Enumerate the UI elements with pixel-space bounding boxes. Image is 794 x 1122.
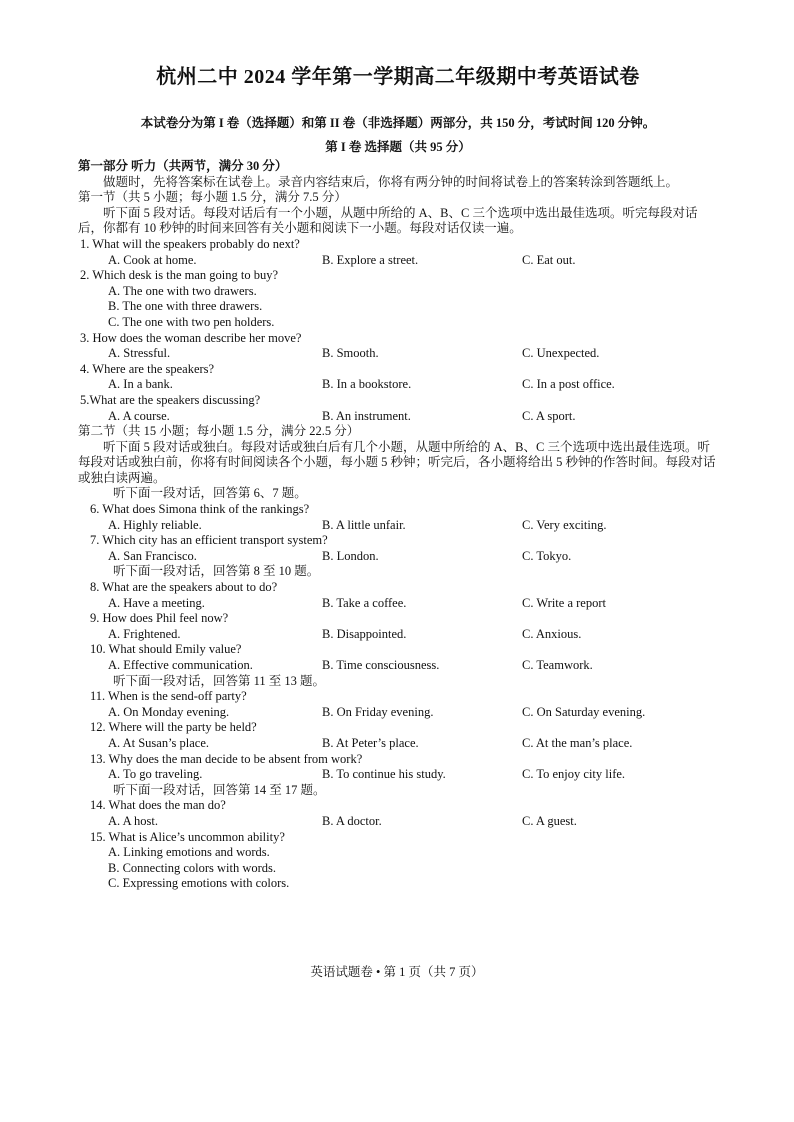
- option-a: A. On Monday evening.: [108, 704, 230, 719]
- question-7-options: [78, 549, 718, 565]
- section2-instructions: 听下面 5 段对话或独白。每段对话或独白后有几个小题，从题中所给的 A、B、C 三个选项中选出最佳选项。听每段对话或独白前，你将有时间阅读各个小题，每小题 5 秒钟；听完后，各小题将给出 5 秒钟的作答时间。每段对话或独白读两遍。: [78, 439, 716, 485]
- option-a: A. In a bank.: [108, 377, 173, 392]
- option-c: C. At the man’s place.: [522, 735, 633, 750]
- option-b: B. Time consciousness.: [322, 658, 440, 672]
- option-c: C. The one with two pen holders.: [108, 314, 275, 329]
- listen-instruction-8-10: 听下面一段对话，回答第 8 至 10 题。: [113, 564, 320, 579]
- option-c: C. Unexpected.: [522, 346, 600, 361]
- option-c: C. Teamwork.: [522, 658, 593, 672]
- option-c: C. On Saturday evening.: [522, 704, 646, 719]
- volume1-title: 第 I 卷 选择题（共 95 分）: [325, 140, 471, 154]
- question-11: 11. When is the send-off party?: [90, 689, 247, 704]
- listen-instruction-14-17: 听下面一段对话，回答第 14 至 17 题。: [113, 782, 326, 797]
- question-14: 14. What does the man do?: [90, 798, 226, 813]
- question-8: 8. What are the speakers about to do?: [90, 580, 278, 595]
- question-6: 6. What does Simona think of the rankings?: [90, 502, 310, 517]
- question-3: 3. How does the woman describe her move?: [80, 330, 302, 345]
- question-15: 15. What is Alice’s uncommon ability?: [90, 829, 285, 844]
- option-a: A. A course.: [108, 408, 170, 423]
- option-b: B. On Friday evening.: [322, 704, 434, 719]
- section2-heading: 第二节（共 15 小题；每小题 1.5 分，满分 22.5 分）: [78, 424, 360, 439]
- section1-heading: 第一节（共 5 小题；每小题 1.5 分，满分 7.5 分）: [78, 190, 347, 205]
- question-14-options: [78, 814, 718, 830]
- question-2: 2. Which desk is the man going to buy?: [80, 268, 279, 283]
- question-13: 13. Why does the man decide to be absent from work?: [90, 751, 363, 766]
- question-1: 1. What will the speakers probably do next?: [80, 236, 300, 251]
- option-b: B. The one with three drawers.: [108, 299, 263, 314]
- option-c: C. Expressing emotions with colors.: [108, 876, 290, 891]
- question-8-options: [78, 596, 718, 612]
- option-a: A. Stressful.: [108, 346, 171, 361]
- option-b: B. Explore a street.: [322, 252, 419, 267]
- option-c: C. Write a report: [522, 595, 606, 610]
- option-b: B. A little unfair.: [322, 517, 406, 532]
- option-b: B. London.: [322, 548, 379, 563]
- option-b: B. Take a coffee.: [322, 595, 407, 610]
- option-b: B. To continue his study.: [322, 767, 446, 782]
- option-c: C. A guest.: [522, 813, 577, 828]
- option-b: B. Smooth.: [322, 346, 379, 361]
- question-10-options: [78, 658, 718, 674]
- option-a: A. Highly reliable.: [108, 517, 202, 532]
- option-b: B. In a bookstore.: [322, 377, 412, 392]
- option-c: C. Eat out.: [522, 252, 576, 267]
- question-12: 12. Where will the party be held?: [90, 720, 257, 735]
- question-11-options: [78, 705, 718, 721]
- part1-heading: 第一部分 听力（共两节，满分 30 分）: [78, 159, 288, 173]
- option-c: C. Anxious.: [522, 626, 582, 641]
- question-9-options: [78, 627, 718, 643]
- option-a: A. Effective communication.: [108, 658, 253, 672]
- question-3-options: [78, 346, 718, 362]
- question-1-options: [78, 253, 718, 269]
- option-b: B. At Peter’s place.: [322, 735, 419, 750]
- option-c: C. Very exciting.: [522, 517, 607, 532]
- question-12-options: [78, 736, 718, 752]
- question-5-options: [78, 409, 718, 425]
- page-footer: 英语试题卷 • 第 1 页（共 7 页）: [310, 965, 484, 979]
- option-c: C. Tokyo.: [522, 548, 572, 563]
- option-a: A. At Susan’s place.: [108, 735, 210, 750]
- option-b: B. Connecting colors with words.: [108, 860, 277, 875]
- question-6-options: [78, 518, 718, 534]
- question-13-options: [78, 767, 718, 783]
- option-a: A. To go traveling.: [108, 767, 203, 782]
- option-a: A. A host.: [108, 813, 159, 828]
- question-10: 10. What should Emily value?: [90, 642, 242, 657]
- option-a: A. San Francisco.: [108, 548, 197, 563]
- question-9: 9. How does Phil feel now?: [90, 611, 229, 626]
- option-a: A. Have a meeting.: [108, 595, 205, 610]
- question-7: 7. Which city has an efficient transport system?: [90, 533, 328, 548]
- question-4: 4. Where are the speakers?: [80, 361, 215, 376]
- option-c: C. To enjoy city life.: [522, 767, 626, 782]
- part1-instructions: 做题时，先将答案标在试卷上。录音内容结束后，你将有两分钟的时间将试卷上的答案转涂到答题纸上。: [103, 174, 679, 189]
- question-5: 5.What are the speakers discussing?: [80, 392, 261, 407]
- option-b: B. An instrument.: [322, 408, 411, 423]
- section1-instructions: 听下面 5 段对话。每段对话后有一个小题，从题中所给的 A、B、C 三个选项中选出最佳选项。听完每段对话后，你都有 10 秒钟的时间来回答有关小题和阅读下一小题。每段对话仅读一遍。: [78, 205, 698, 236]
- option-b: B. A doctor.: [322, 813, 382, 828]
- option-a: A. The one with two drawers.: [108, 283, 257, 298]
- option-c: C. A sport.: [522, 408, 576, 423]
- option-b: B. Disappointed.: [322, 626, 407, 641]
- exam-title: 杭州二中 2024 学年第一学期高二年级期中考英语试卷: [156, 66, 640, 88]
- listen-instruction-6-7: 听下面一段对话，回答第 6、7 题。: [113, 486, 307, 501]
- option-a: A. Linking emotions and words.: [108, 845, 270, 860]
- option-c: C. In a post office.: [522, 377, 615, 392]
- exam-intro: 本试卷分为第 I 卷（选择题）和第 II 卷（非选择题）两部分，共 150 分，考试时间 120 分钟。: [140, 116, 656, 130]
- question-4-options: [78, 377, 718, 393]
- option-a: A. Frightened.: [108, 626, 181, 641]
- option-a: A. Cook at home.: [108, 252, 197, 267]
- listen-instruction-11-13: 听下面一段对话，回答第 11 至 13 题。: [113, 673, 326, 688]
